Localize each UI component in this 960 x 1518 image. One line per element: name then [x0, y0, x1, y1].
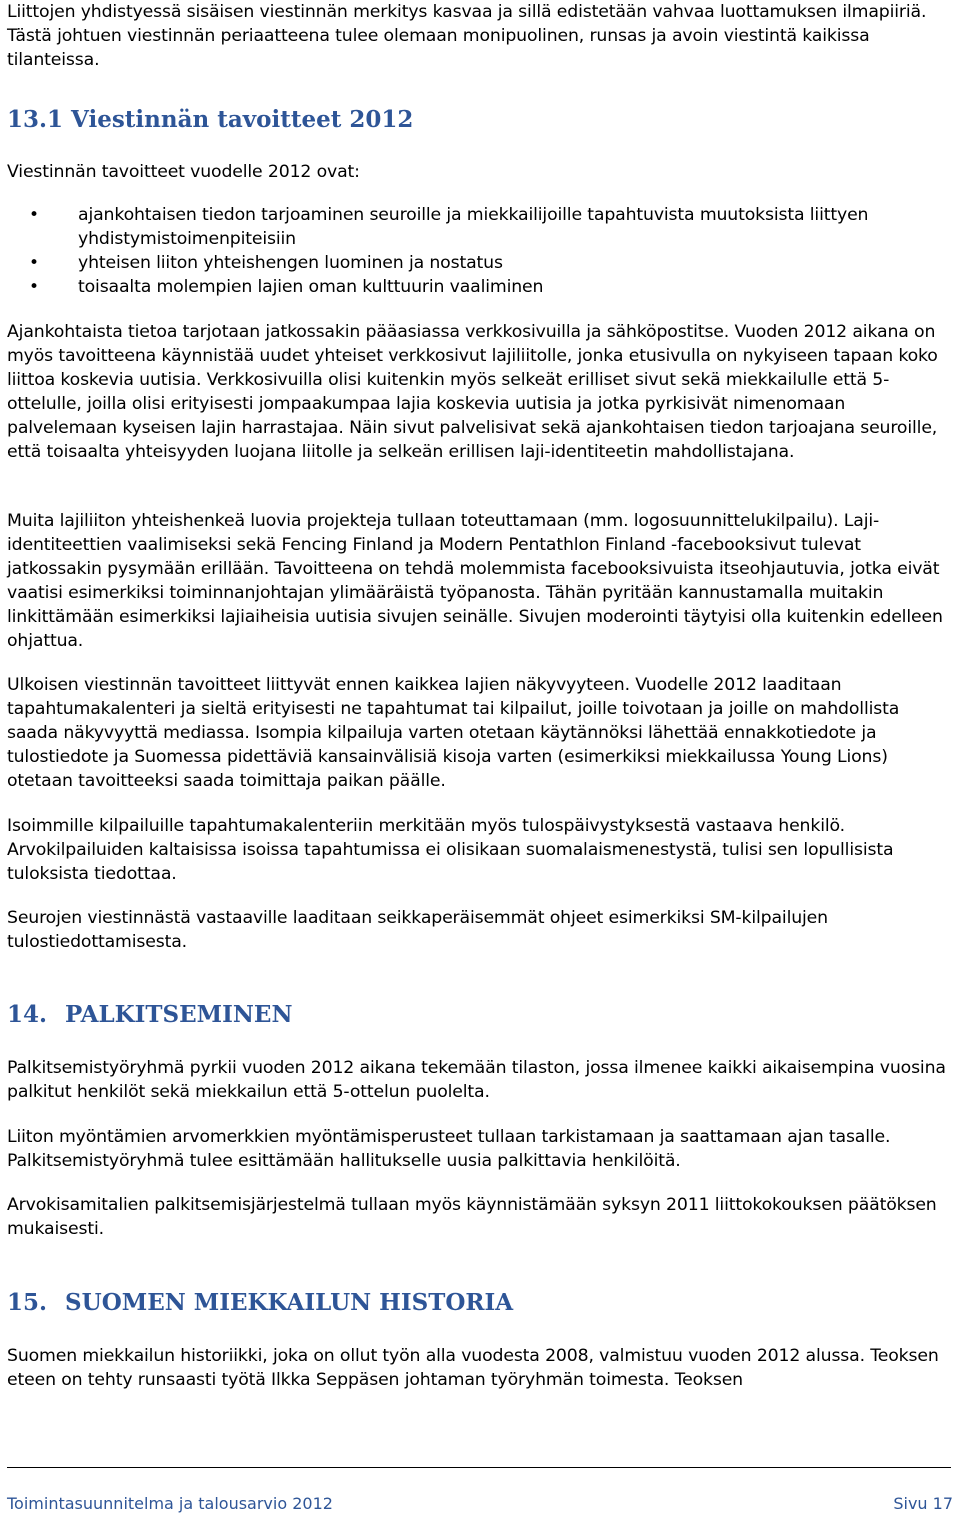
body-paragraph: Suomen miekkailun historiikki, joka on ollut työn alla vuodesta 2008, valmistuu vuoden 2012 alussa. Teoksen eteen on tehty runsaasti työtä Ilkka Seppäsen johtaman työryhmän toimesta. Teoksen — [7, 1346, 939, 1390]
bullet-icon: • — [29, 253, 39, 273]
footer-divider — [7, 1467, 951, 1468]
list-item: • yhteisen liiton yhteishengen luominen ja nostatus — [29, 253, 503, 273]
body-paragraph: Seurojen viestinnästä vastaaville laaditaan seikkaperäisemmät ohjeet esimerkiksi SM-kilpailujen tulostiedottamisesta. — [7, 908, 828, 952]
bullet-icon: • — [29, 277, 39, 297]
page-number: Sivu 17 — [893, 1494, 953, 1513]
body-paragraph: Palkitsemistyöryhmä pyrkii vuoden 2012 aikana tekemään tilaston, jossa ilmenee kaikki aikaisempina vuosina palkitut henkilöt sekä miekkailun että 5-ottelun puolelta. — [7, 1058, 946, 1102]
body-paragraph: Muita lajiliiton yhteishenkeä luovia projekteja tullaan toteuttamaan (mm. logosuunnittelukilpailu). Laji-identiteettien vaalimiseksi sekä Fencing Finland ja Modern Pentathlon Finland -facebooksivut tulevat jatkossakin pysymään erillään. Tavoitteena on tehdä molemmista facebooksivuista itseohjautuvia, jotka eivät vaatisi esimerkiksi toiminnanjohtajan ylimääräistä työpanosta. Tähän pyritään kannustamalla muitakin linkittämään esimerkiksi lajiaiheisia uutisia sivujen seinälle. Sivujen moderointi täytyisi olla kuitenkin edelleen ohjattua. — [7, 511, 943, 651]
goals-lead: Viestinnän tavoitteet vuodelle 2012 ovat: — [7, 162, 360, 182]
section-title: SUOMEN MIEKKAILUN HISTORIA — [65, 1289, 514, 1316]
section-15-heading — [7, 1288, 513, 1318]
section-title: PALKITSEMINEN — [65, 1001, 293, 1028]
section-13-1-heading — [7, 105, 413, 135]
goals-list — [0, 203, 953, 299]
list-item: • ajankohtaisen tiedon tarjoaminen seuroille ja miekkailijoille tapahtuvista muutoksista liittyen yhdistymistoimenpiteisiin — [29, 205, 869, 249]
bullet-icon: • — [29, 205, 39, 225]
footer-title: Toimintasuunnitelma ja talousarvio 2012 — [7, 1494, 333, 1513]
body-paragraph: Liiton myöntämien arvomerkkien myöntämisperusteet tullaan tarkistamaan ja saattamaan ajan tasalle. Palkitsemistyöryhmä tulee esittämään hallitukselle uusia palkittavia henkilöitä. — [7, 1127, 891, 1171]
section-number: 15. — [7, 1289, 48, 1316]
list-item: • toisaalta molempien lajien oman kulttuurin vaaliminen — [29, 277, 544, 297]
body-paragraph: Ajankohtaista tietoa tarjotaan jatkossakin pääasiassa verkkosivuilla ja sähköpostitse. Vuoden 2012 aikana on myös tavoitteena käynnistää uudet yhteiset verkkosivut lajiliitolle, jonka etusivulla on nykyiseen tapaan koko liittoa koskevia uutisia. Verkkosivuilla olisi kuitenkin myös selkeät erilliset sivut sekä miekkailulle että 5-ottelulle, joilla olisi erityisesti jompaakumpaa lajia koskevia uutisia ja jotka pyrkisivät nimenomaan palvelemaan kyseisen lajin harrastajaa. Näin sivut palvelisivat sekä ajankohtaisen tiedon tarjoajana seuroille, että toisaalta yhteisyyden luojana liitolle ja selkeän erillisen laji-identiteetin mahdollistajana. — [7, 322, 938, 462]
section-number: 14. — [7, 1001, 48, 1028]
intro-paragraph: Liittojen yhdistyessä sisäisen viestinnän merkitys kasvaa ja sillä edistetään vahvaa luottamuksen ilmapiiriä. Tästä johtuen viestinnän periaatteena tulee olemaan monipuolinen, runsas ja avoin viestintä kaikissa tilanteissa. — [7, 2, 927, 70]
section-title: Viestinnän tavoitteet 2012 — [71, 106, 414, 133]
section-14-heading — [7, 1000, 292, 1030]
section-number: 13.1 — [7, 106, 64, 133]
body-paragraph: Isoimmille kilpailuille tapahtumakalenteriin merkitään myös tulospäivystyksestä vastaava henkilö. Arvokilpailuiden kaltaisissa isoissa tapahtumissa ei olisikaan suomalaismenestystä, tulisi sen lopullisista tuloksista tiedottaa. — [7, 816, 894, 884]
body-paragraph: Ulkoisen viestinnän tavoitteet liittyvät ennen kaikkea lajien näkyvyyteen. Vuodelle 2012 laaditaan tapahtumakalenteri ja sieltä erityisesti ne tapahtumat tai kilpailut, joille toivotaan ja joille on mahdollista saada näkyvyyttä mediassa. Isompia kilpailuja varten otetaan käytännöksi lähettää ennakkotiedote ja tulostiedote ja Suomessa pidettäviä kansainvälisiä kisoja varten (esimerkiksi miekkailussa Young Lions) otetaan tavoitteeksi saada toimittaja paikan päälle. — [7, 675, 900, 791]
body-paragraph: Arvokisamitalien palkitsemisjärjestelmä tullaan myös käynnistämään syksyn 2011 liittokokouksen päätöksen mukaisesti. — [7, 1195, 937, 1239]
